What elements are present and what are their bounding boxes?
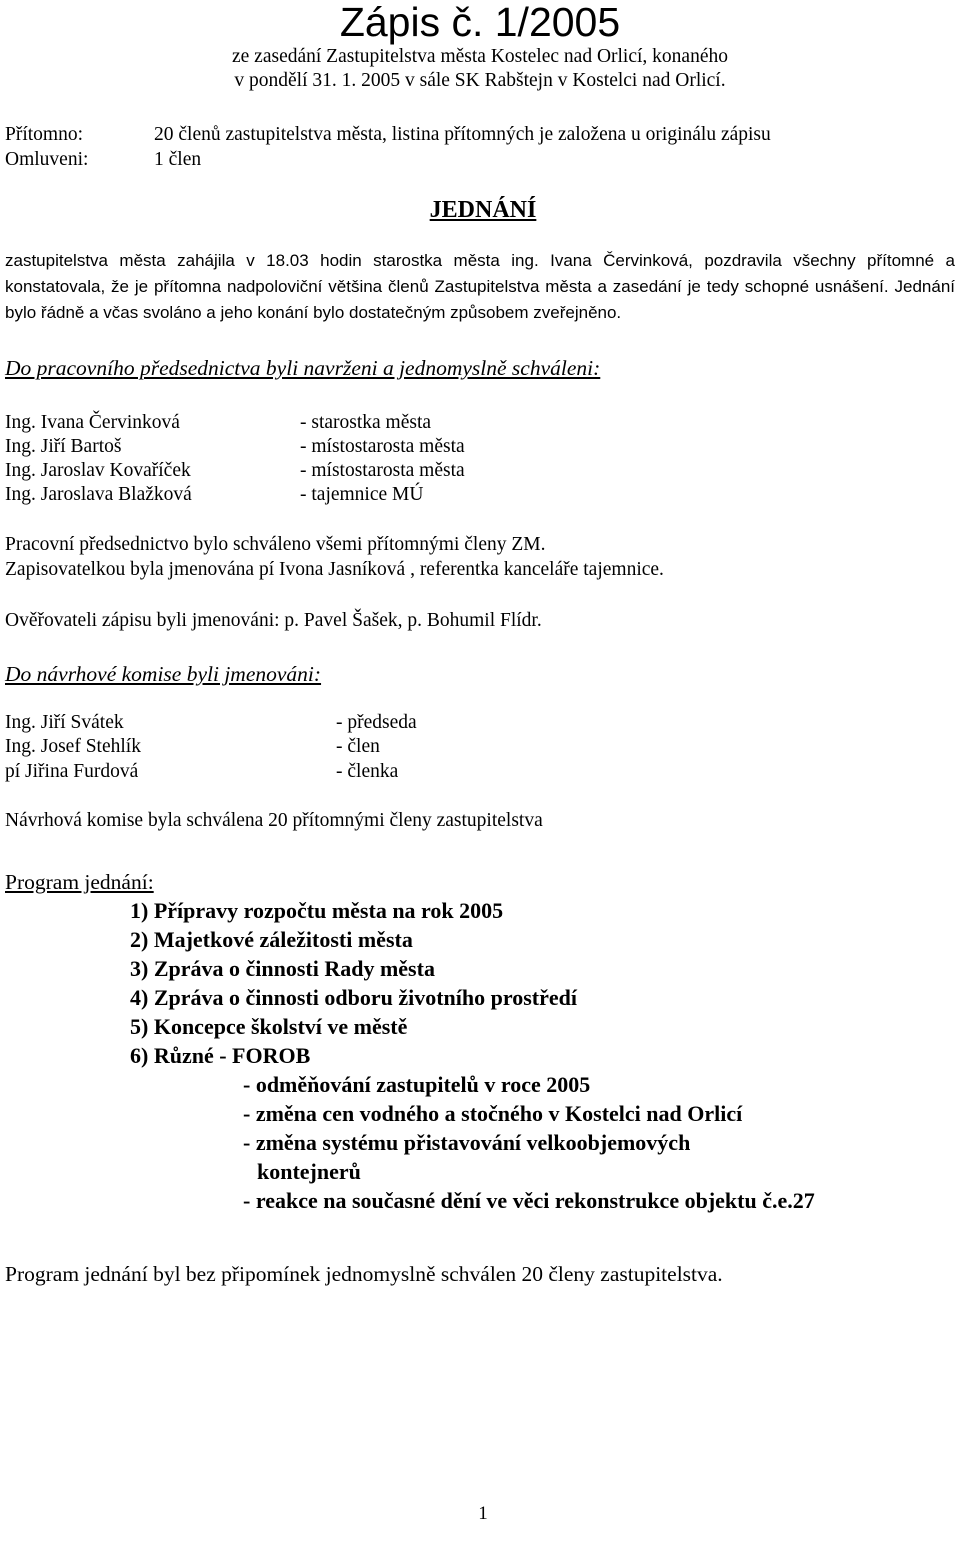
presidium-member-role: - místostarosta města (300, 460, 465, 481)
section-heading: JEDNÁNÍ (429, 197, 537, 223)
present-value: 20 členů zastupitelstva města, listina přítomných je založena u originálu zápisu (154, 124, 771, 145)
excused-value: 1 člen (154, 149, 202, 170)
intro-paragraph: zastupitelstva města zahájila v 18.03 hodin starostka města ing. Ivana Červinková, pozdravila všechny přítomné a konstatovala, že je přítomna nadpoloviční většina členů Zastupitelstva města a zasedání je tedy schopné usnášení. Jednání bylo řádně a včas svoláno a jeho konání bylo dostatečným způsobem zveřejněno. (5, 251, 955, 322)
committee-member-name: Ing. Jiří Svátek (5, 712, 124, 733)
program-item: 2) Majetkové záležitosti města (130, 927, 413, 952)
presidium-member-name: Ing. Ivana Červinková (5, 412, 180, 433)
page-number: 1 (478, 1503, 488, 1524)
presidium-member-role: - tajemnice MÚ (300, 484, 424, 505)
program-sub-item: - změna systému přistavování velkoobjemových (243, 1130, 691, 1155)
subtitle-line-1: ze zasedání Zastupitelstva města Kostelec nad Orlicí, konaného (232, 46, 728, 67)
committee-member-role: - člen (336, 736, 380, 757)
program-sub-item: - reakce na současné dění ve věci rekonstrukce objektu č.e.27 (243, 1188, 815, 1213)
verifiers-text: Ověřovateli zápisu byli jmenováni: p. Pavel Šašek, p. Bohumil Flídr. (5, 610, 542, 631)
presidium-member-name: Ing. Jaroslav Kovaříček (5, 460, 191, 481)
program-item: 3) Zpráva o činnosti Rady města (130, 956, 435, 981)
program-item: 5) Koncepce školství ve městě (130, 1014, 408, 1039)
presidium-member-role: - místostarosta města (300, 436, 465, 457)
presidium-member-role: - starostka města (300, 412, 432, 433)
committee-member-name: pí Jiřina Furdová (5, 761, 139, 782)
program-sub-item: kontejnerů (257, 1159, 361, 1184)
presidium-heading: Do pracovního předsednictva byli navrženi a jednomyslně schváleni: (5, 356, 601, 380)
present-label: Přítomno: (5, 124, 84, 145)
committee-approved-text: Návrhová komise byla schválena 20 přítomnými členy zastupitelstva (5, 810, 543, 831)
committee-member-role: - členka (336, 761, 399, 782)
presidium-member-name: Ing. Jaroslava Blažková (5, 484, 192, 505)
program-heading: Program jednání: (5, 870, 154, 894)
committee-member-role: - předseda (336, 712, 417, 733)
program-approval-text: Program jednání byl bez připomínek jednomyslně schválen 20 členy zastupitelstva. (5, 1262, 723, 1286)
document-title: Zápis č. 1/2005 (339, 0, 621, 45)
excused-label: Omluveni: (5, 149, 89, 170)
presidium-approved-text: Pracovní předsednictvo bylo schváleno všemi přítomnými členy ZM. (5, 534, 546, 555)
program-item: 4) Zpráva o činnosti odboru životního prostředí (130, 985, 577, 1010)
committee-member-name: Ing. Josef Stehlík (5, 736, 141, 757)
program-item: 1) Přípravy rozpočtu města na rok 2005 (130, 898, 504, 923)
subtitle-line-2: v pondělí 31. 1. 2005 v sále SK Rabštejn v Kostelci nad Orlicí. (234, 70, 726, 91)
program-sub-item: - odměňování zastupitelů v roce 2005 (243, 1072, 591, 1097)
presidium-member-name: Ing. Jiří Bartoš (5, 436, 122, 457)
committee-heading: Do návrhové komise byli jmenováni: (5, 662, 322, 686)
program-sub-item: - změna cen vodného a stočného v Kostelci nad Orlicí (243, 1101, 743, 1126)
program-item: 6) Různé - FOROB (130, 1043, 311, 1068)
recorder-text: Zapisovatelkou byla jmenována pí Ivona Jasníková , referentka kanceláře tajemnice. (5, 559, 664, 580)
